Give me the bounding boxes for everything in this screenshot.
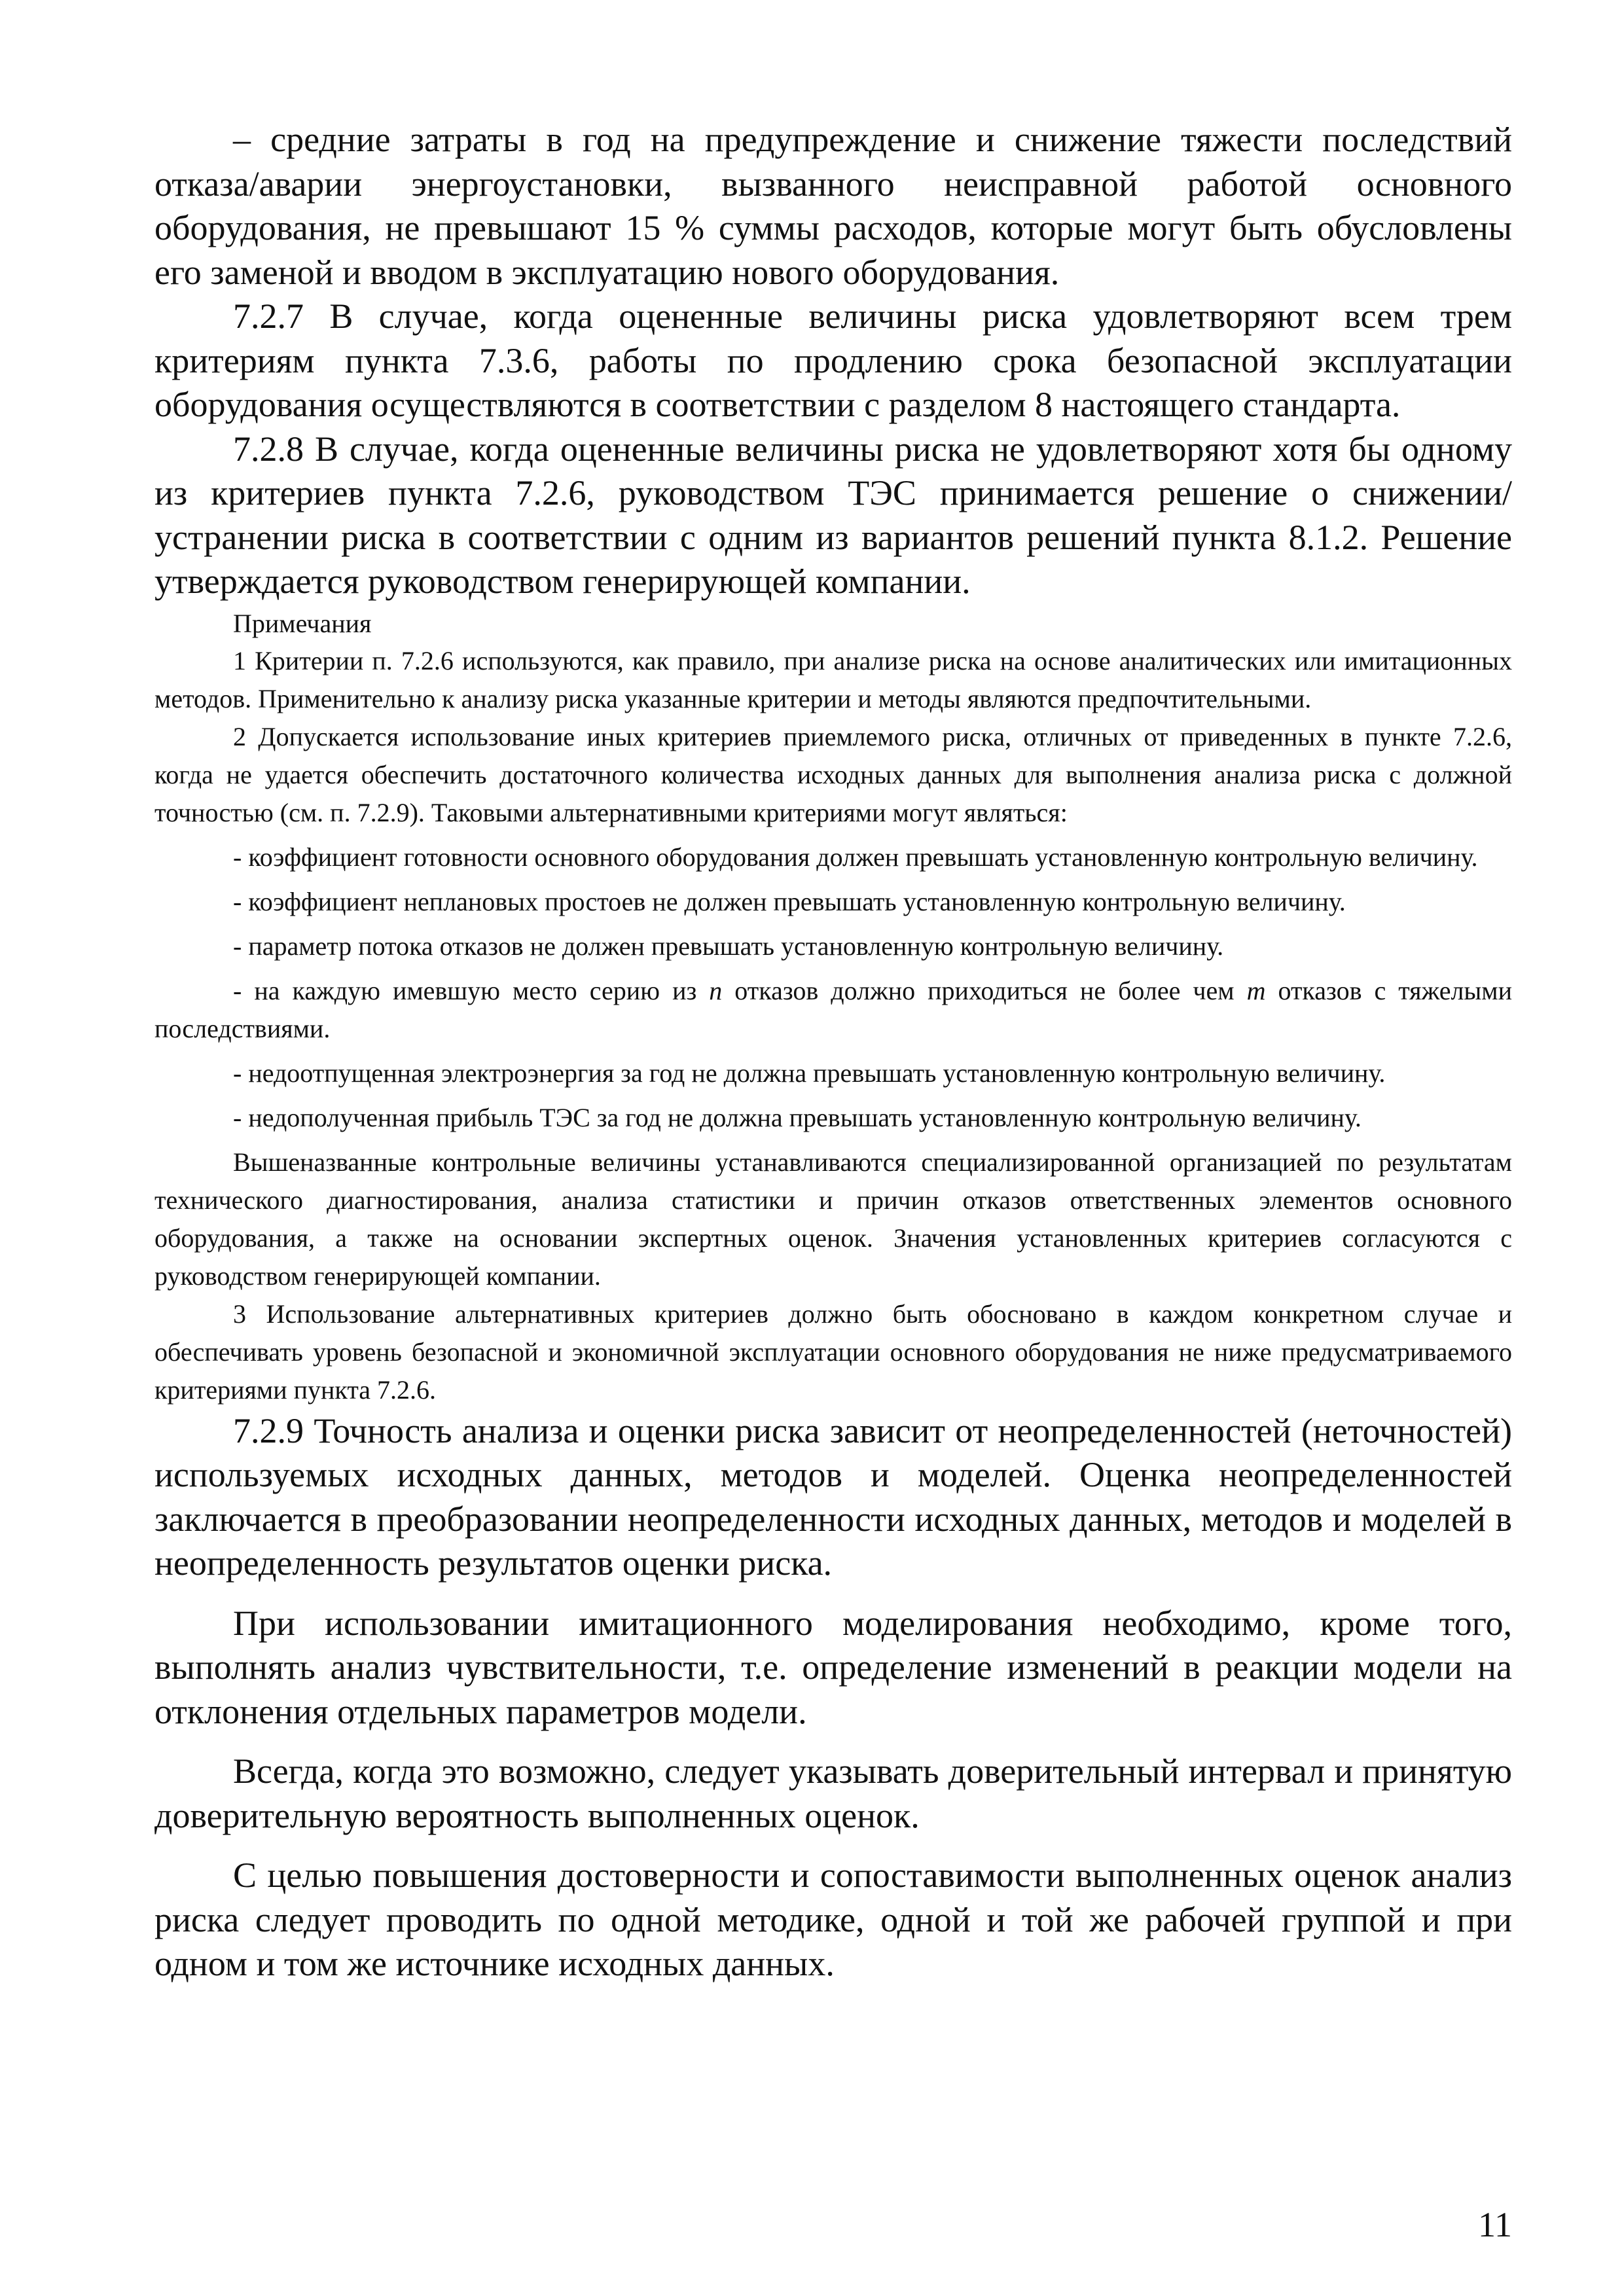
note-item-failure-series-part2: отказов должно приходиться не более чем [722, 975, 1247, 1005]
notes-heading: Примечания [233, 608, 372, 638]
note-item-downtime: - коэффициент неплановых простоев не должен превышать установленную контрольную величину. [233, 886, 1346, 916]
note-3: 3 Использование альтернативных критериев должно быть обосновано в каждом конкретном случае и обеспечивать уровень безопасной и экономичной эксплуатации основного оборудования не ниже предусматриваемого критериями пункта 7.2.6. [154, 1299, 1512, 1405]
note-item-failure-series-part1: - на каждую имевшую место серию из [233, 975, 710, 1005]
note-item-availability: - коэффициент готовности основного оборудования должен превышать установленную контрольную величину. [233, 842, 1478, 872]
note-1: 1 Критерии п. 7.2.6 используются, как правило, при анализе риска на основе аналитических или имитационных методов. Применительно к анализу риска указанные критерии и методы являются предпочтительными. [154, 645, 1512, 713]
variable-n: n [709, 975, 723, 1005]
note-item-failure-series [154, 972, 1512, 1048]
note-item-failure-flow: - параметр потока отказов не должен превышать установленную контрольную величину. [233, 931, 1224, 961]
page-number: 11 [1478, 2205, 1512, 2244]
paragraph-7-2-8: 7.2.8 В случае, когда оцененные величины риска не удовлетворяют хотя бы одному из критериев пункта 7.2.6, руководством ТЭС принимается решение о снижении/устранении риска в соответствии с одним из вариантов решений пункта 8.1.2. Решение утверждается руководством генерирующей компании. [154, 429, 1512, 601]
variable-m: m [1246, 975, 1266, 1005]
note-item-failure-series-part3: отказов с тяжелыми последствиями. [154, 975, 1512, 1043]
paragraph-7-2-7: 7.2.7 В случае, когда оцененные величины риска удовлетворяют всем трем критериям пункта 7.3.6, работы по продлению срока безопасной эксплуатации оборудования осуществляются в соответствии с разделом 8 настоящего стандарта. [154, 296, 1512, 424]
note-item-undersupplied-energy: - недоотпущенная электроэнергия за год не должна превышать установленную контрольную величину. [233, 1058, 1386, 1088]
paragraph-confidence: Всегда, когда это возможно, следует указывать доверительный интервал и принятую доверительную вероятность выполненных оценок. [154, 1751, 1512, 1835]
note-2-tail: Вышеназванные контрольные величины устанавливаются специализированной организацией по результатам технического диагностирования, анализа статистики и причин отказов ответственных элементов основного оборудования, а также на основании экспертных оценок. Значения установленных критериев согласуются с руководством генерирующей компании. [154, 1147, 1512, 1291]
paragraph-7-2-9: 7.2.9 Точность анализа и оценки риска зависит от неопределенностей (неточностей) используемых исходных данных, методов и моделей. Оценка неопределенностей заключается в преобразовании неопределенности исходных данных, методов и моделей в неопределенность результатов оценки риска. [154, 1410, 1512, 1583]
paragraph-sensitivity: При использовании имитационного моделирования необходимо, кроме того, выполнять анализ чувствительности, т.е. определение изменений в реакции модели на отклонения отдельных параметров модели. [154, 1603, 1512, 1731]
document-page [154, 118, 1512, 1986]
note-item-lost-profit: - недополученная прибыль ТЭС за год не должна превышать установленную контрольную величину. [233, 1102, 1362, 1132]
paragraph-methodology: С целью повышения достоверности и сопоставимости выполненных оценок анализ риска следует проводить по одной методике, одной и той же рабочей группой и при одном и том же источнике исходных данных. [154, 1856, 1512, 1983]
note-2: 2 Допускается использование иных критериев приемлемого риска, отличных от приведенных в пункте 7.2.6, когда не удается обеспечить достаточного количества исходных данных для выполнения анализа риска с должной точностью (см. п. 7.2.9). Таковыми альтернативными критериями могут являться: [154, 721, 1512, 827]
paragraph-cost-criterion: – средние затраты в год на предупреждение и снижение тяжести последствий отказа/аварии энергоустановки, вызванного неисправной работой основного оборудования, не превышают 15 % суммы расходов, которые могут быть обусловлены его заменой и вводом в эксплуатацию нового оборудования. [154, 120, 1512, 292]
